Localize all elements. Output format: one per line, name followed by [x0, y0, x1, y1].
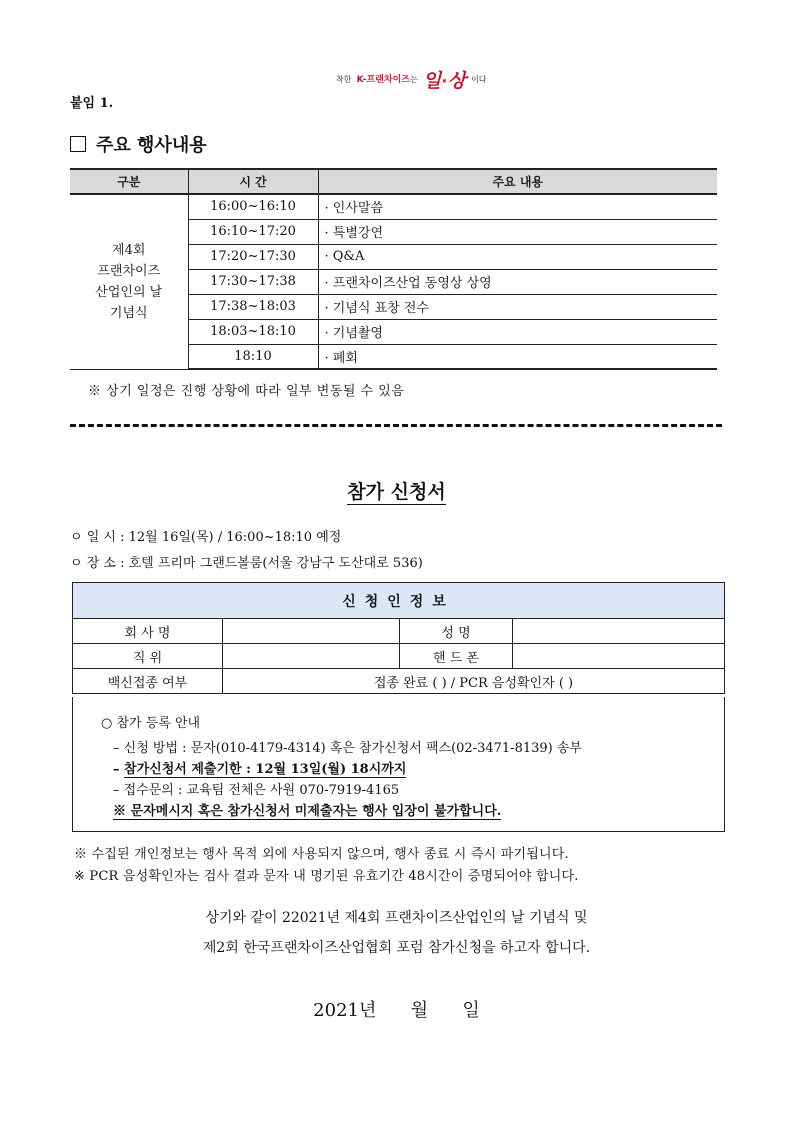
phone-label: 핸 드 폰	[400, 644, 513, 669]
applicant-header: 신청인정보	[73, 583, 725, 619]
name-field[interactable]	[513, 619, 725, 644]
content-cell: · 인사말씀	[318, 194, 717, 219]
time-cell: 18:03~18:10	[188, 319, 318, 344]
position-field[interactable]	[223, 644, 400, 669]
section-title	[70, 131, 207, 157]
header-category: 구분	[70, 169, 188, 194]
section-title-text: 주요 행사내용	[96, 135, 207, 156]
dashed-divider	[70, 424, 722, 427]
table-row	[73, 669, 725, 694]
event-date: ㅇ 일 시 : 12월 16일(목) / 16:00~18:10 예정	[70, 530, 342, 545]
schedule-header-row	[70, 169, 717, 194]
time-cell: 17:20~17:30	[188, 244, 318, 269]
logo: $^{착한}$ $^{K-프랜차이즈는}$ 일·상 $^{이다}$	[336, 70, 487, 92]
name-label: 성 명	[400, 619, 513, 644]
attachment-label: 붙임 1.	[70, 96, 114, 111]
time-cell: 17:38~18:03	[188, 294, 318, 319]
header-content: 주요 내용	[318, 169, 717, 194]
content-cell: · 폐회	[318, 344, 717, 369]
time-cell: 17:30~17:38	[188, 269, 318, 294]
time-cell: 16:10~17:20	[188, 219, 318, 244]
table-row	[73, 619, 725, 644]
applicant-table	[72, 582, 725, 694]
privacy-note: ※ 수집된 개인정보는 행사 목적 외에 사용되지 않으며, 행사 종료 시 즉시 파기됩니다.	[74, 847, 569, 862]
guide-title: ○ 참가 등록 안내	[101, 716, 201, 731]
time-cell: 18:10	[188, 344, 318, 369]
event-name-cell: 제4회 프랜차이즈 산업인의 날 기념식	[70, 194, 188, 369]
header-time: 시 간	[188, 169, 318, 194]
guide-method: – 신청 방법 : 문자(010-4179-4314) 혹은 참가신청서 팩스(02-3471-8139) 송부	[113, 741, 582, 756]
schedule-note: ※ 상기 일정은 진행 상황에 따라 일부 변동될 수 있음	[88, 384, 405, 399]
table-row	[70, 194, 717, 219]
position-label: 직 위	[73, 644, 223, 669]
checkbox-icon	[70, 136, 86, 152]
company-field[interactable]	[223, 619, 400, 644]
pcr-note: ※ PCR 음성확인자는 검사 결과 문자 내 명기된 유효기간 48시간이 증명되어야 합니다.	[74, 869, 579, 884]
company-label: 회 사 명	[73, 619, 223, 644]
vaccine-label: 백신접종 여부	[73, 669, 223, 694]
form-title: 참가 신청서	[347, 481, 446, 503]
vaccine-options[interactable]: 접종 완료 ( ) / PCR 음성확인자 ( )	[223, 669, 725, 694]
content-cell: · 기념식 표창 전수	[318, 294, 717, 319]
guide-deadline: – 참가신청서 제출기한 : 12월 13일(월) 18시까지	[113, 762, 407, 777]
date-line: 2021년 월 일	[313, 1000, 480, 1021]
time-cell: 16:00~16:10	[188, 194, 318, 219]
declaration-line-1: 상기와 같이 22021년 제4회 프랜차이즈산업인의 날 기념식 및	[205, 910, 588, 926]
content-cell: · 프랜차이즈산업 동영상 상영	[318, 269, 717, 294]
guide-contact: – 접수문의 : 교육팀 전체은 사원 070-7919-4165	[113, 783, 400, 798]
guide-warning: ※ 문자메시지 혹은 참가신청서 미제출자는 행사 입장이 불가합니다.	[113, 804, 502, 819]
schedule-table	[70, 168, 717, 370]
content-cell: · 기념촬영	[318, 319, 717, 344]
declaration-line-2: 제2회 한국프랜차이즈산업협회 포럼 참가신청을 하고자 합니다.	[202, 940, 591, 956]
table-row	[73, 644, 725, 669]
content-cell: · 특별강연	[318, 219, 717, 244]
registration-guide	[72, 697, 725, 832]
phone-field[interactable]	[513, 644, 725, 669]
content-cell: · Q&A	[318, 244, 717, 269]
event-venue: ㅇ 장 소 : 호텔 프리마 그랜드볼룸(서울 강남구 도산대로 536)	[70, 556, 423, 571]
